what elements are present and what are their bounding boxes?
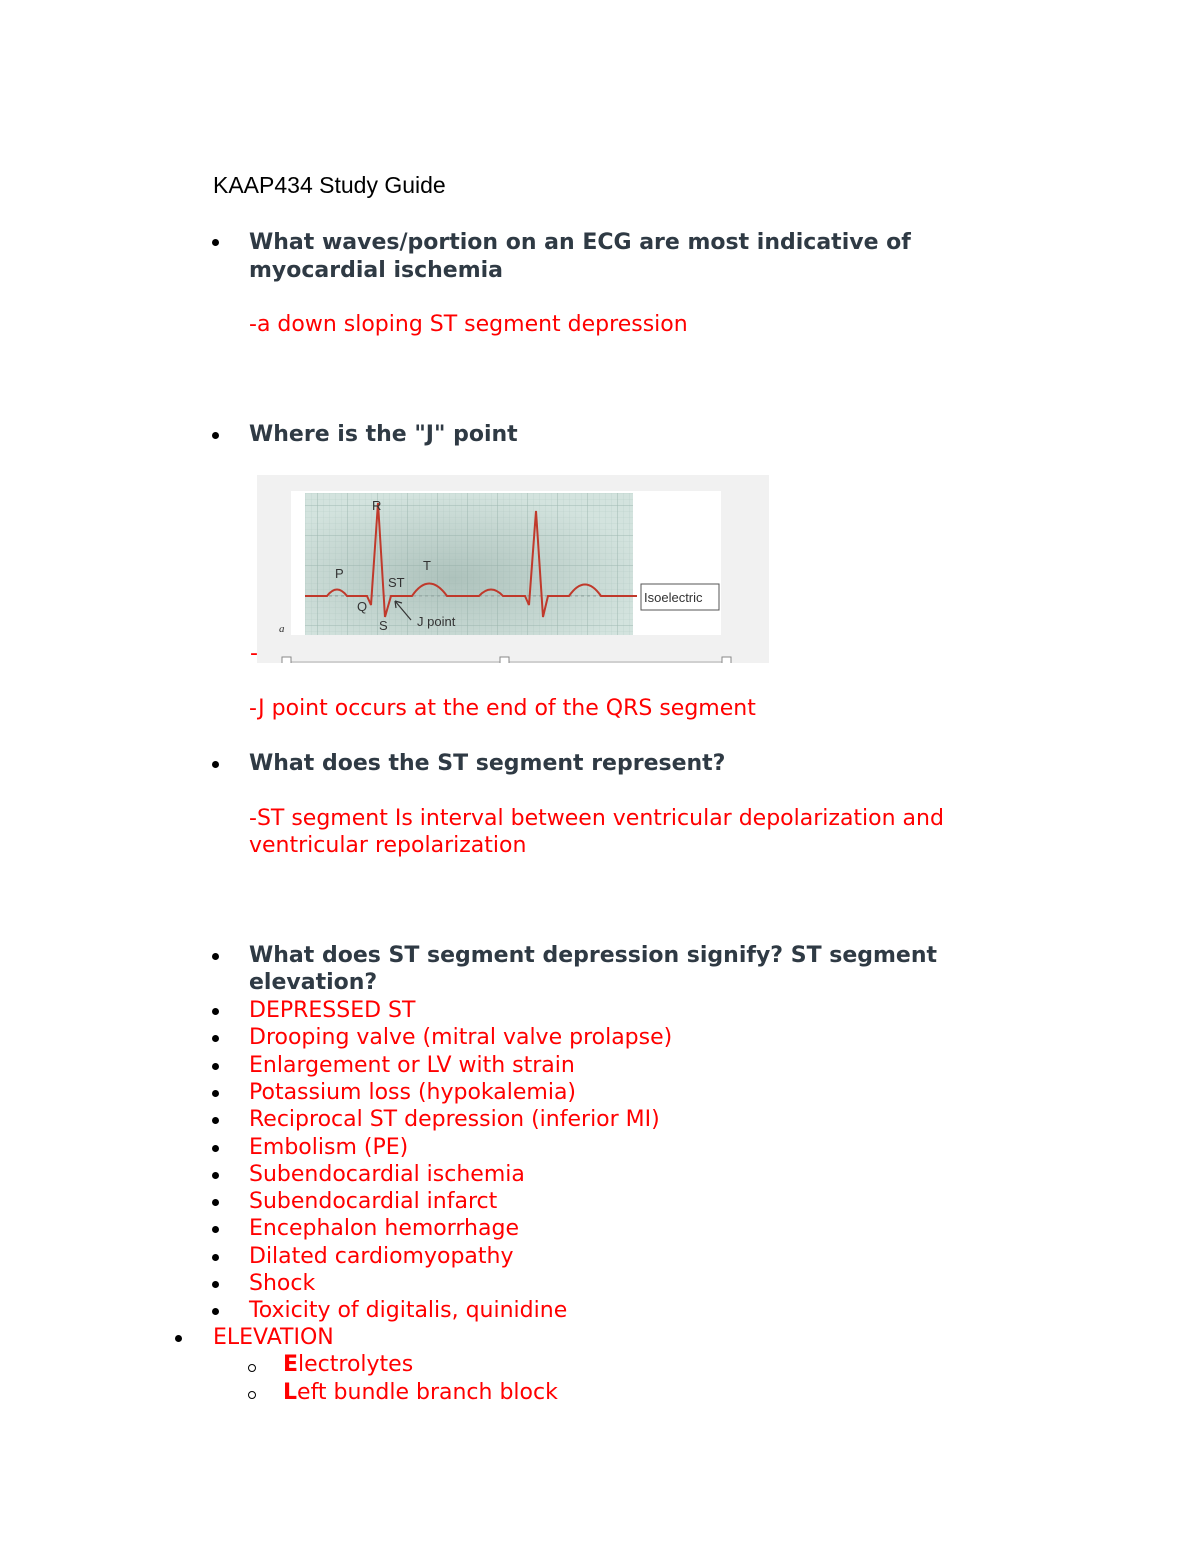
bullet-icon [212, 1090, 219, 1097]
depression-cause-item: DEPRESSED ST [249, 998, 416, 1023]
question-2: Where is the "J" point [249, 422, 518, 447]
bullet-icon [212, 1063, 219, 1070]
depression-cause-item: Potassium loss (hypokalemia) [249, 1080, 577, 1105]
ecg-label-t: T [423, 558, 431, 573]
ecg-label-p: P [335, 566, 344, 581]
bullet-icon [212, 953, 219, 960]
ecg-diagram [257, 475, 769, 663]
depression-cause-item: Reciprocal ST depression (inferior MI) [249, 1107, 660, 1132]
question-4-line-2: elevation? [249, 970, 378, 995]
ecg-label-s: S [379, 618, 388, 633]
isoelectric-label: Isoelectric [644, 590, 703, 605]
elevation-item [283, 1379, 558, 1407]
question-1-line-2: myocardial ischemia [249, 258, 504, 283]
page-title: KAAP434 Study Guide [213, 172, 446, 198]
bullet-icon [212, 1308, 219, 1315]
bullet-icon [212, 1281, 219, 1288]
bullet-icon [212, 1035, 219, 1042]
depression-cause-item: Dilated cardiomyopathy [249, 1244, 514, 1269]
resize-handle[interactable] [500, 657, 509, 663]
depression-cause-item: Drooping valve (mitral valve prolapse) [249, 1025, 673, 1050]
mnemonic-letter: L [283, 1380, 298, 1405]
question-4-line-1: What does ST segment depression signify? ST segment [249, 943, 938, 968]
depression-cause-item: Shock [249, 1271, 316, 1296]
elevation-item-text: eft bundle branch block [297, 1380, 558, 1405]
elevation-heading: ELEVATION [213, 1325, 334, 1350]
bullet-icon [212, 239, 219, 246]
hollow-bullet-icon [248, 1391, 256, 1399]
hollow-bullet-icon [248, 1364, 256, 1372]
ecg-figure [257, 475, 769, 663]
bullet-icon [212, 1226, 219, 1233]
bullet-icon [212, 761, 219, 768]
elevation-item [283, 1351, 413, 1379]
resize-handle[interactable] [722, 657, 731, 663]
answer-3-line-1: -ST segment Is interval between ventricular depolarization and [249, 806, 944, 831]
bullet-icon [212, 1008, 219, 1015]
ecg-label-j-point: J point [417, 614, 456, 629]
depression-cause-item: Subendocardial infarct [249, 1189, 498, 1214]
depression-cause-item: Encephalon hemorrhage [249, 1216, 519, 1241]
figure-panel-label: a [279, 623, 285, 635]
depression-cause-item: Toxicity of digitalis, quinidine [249, 1298, 568, 1323]
ecg-label-q: Q [357, 599, 368, 614]
mnemonic-letter: E [283, 1352, 299, 1377]
depression-cause-item: Enlargement or LV with strain [249, 1053, 575, 1078]
elevation-item-text: lectrolytes [298, 1352, 414, 1377]
bullet-icon [212, 1145, 219, 1152]
bullet-icon [212, 1199, 219, 1206]
depression-cause-item: Subendocardial ischemia [249, 1162, 525, 1187]
question-3: What does the ST segment represent? [249, 751, 726, 776]
answer-2-dash: - [250, 641, 258, 666]
bullet-icon [212, 432, 219, 439]
bullet-icon [175, 1335, 182, 1342]
answer-2: -J point occurs at the end of the QRS segment [249, 696, 756, 721]
answer-3-line-2: ventricular repolarization [249, 833, 527, 858]
answer-1: -a down sloping ST segment depression [249, 312, 688, 337]
bullet-icon [212, 1254, 219, 1261]
ecg-label-st: ST [388, 575, 405, 590]
bullet-icon [212, 1172, 219, 1179]
depression-cause-item: Embolism (PE) [249, 1135, 409, 1160]
ecg-label-r: R [372, 498, 382, 513]
question-1-line-1: What waves/portion on an ECG are most indicative of [249, 230, 911, 255]
bullet-icon [212, 1117, 219, 1124]
resize-handle[interactable] [282, 657, 291, 663]
